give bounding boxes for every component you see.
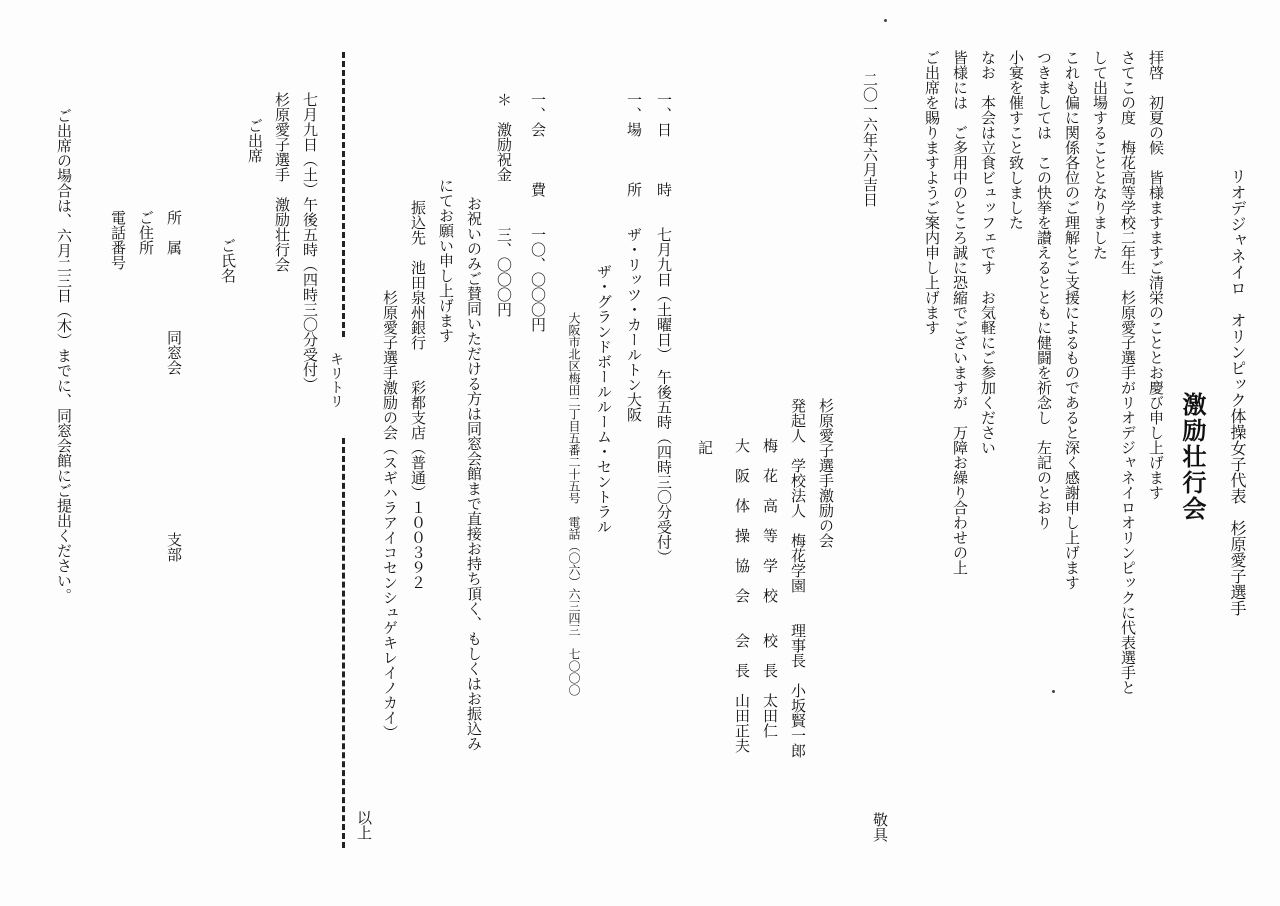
cut-label: キリトリ xyxy=(328,352,344,408)
detail-bank: 振込先 池田泉州銀行 彩都支店（普通）１００３９２ xyxy=(409,200,427,590)
organizer-line: 発起人 学校法人 梅花学園 理事長 小坂賢一郎 xyxy=(789,398,807,758)
keigu: 敬具 xyxy=(871,812,889,842)
body-line: ご出席を賜りますようご案内申し上げます xyxy=(923,50,941,335)
reply-event-date: 七月九日（土）午後五時（四時三〇分受付） xyxy=(301,92,319,392)
detail-place: 一、場 所 ザ・リッツ・カールトン大阪 xyxy=(625,92,643,422)
detail-gift: ＊ 激励祝金 三、〇〇〇円 xyxy=(495,92,513,317)
reply-name-label: ご氏名 xyxy=(219,238,237,283)
reply-deadline-note: ご出席の場合は、六月二三日（木）までに、同窓会館にご提出ください。 xyxy=(55,108,73,603)
reply-phone-label: 電話番号 xyxy=(109,210,127,270)
body-line: して出場することとなりました xyxy=(1091,50,1109,260)
cut-line-top xyxy=(342,52,345,337)
body-line: なお 本会は立食ビュッフェです お気軽にご参加ください xyxy=(979,50,997,455)
organizer-line: 梅 花 高 等 学 校 校 長 太田仁 xyxy=(761,438,779,738)
reply-event-name: 杉原愛子選手 激励壮行会 xyxy=(273,92,291,272)
date: 二〇一六年六月吉日 xyxy=(861,72,879,207)
reply-branch-label: 支部 xyxy=(165,532,183,562)
reply-affiliation-label: 所 属 xyxy=(165,210,183,255)
title: 激励壮行会 xyxy=(1178,392,1207,522)
detail-account: 杉原愛子選手激励の会（スギハラアイコセンシュゲキレイノカイ） xyxy=(381,290,399,740)
detail-date: 一、日 時 七月九日（土曜日） 午後五時（四時三〇分受付） xyxy=(655,92,673,565)
organizer-line: 杉原愛子選手激励の会 xyxy=(817,398,835,548)
body-line: さてこの度 梅花高等学校二年生 杉原愛子選手がリオデジャネイロオリンピックに代表選手と xyxy=(1119,50,1137,695)
detail-address: 大阪市北区梅田二丁目五番二十五号 電話（〇六）六三四三 七〇〇〇 xyxy=(567,312,581,696)
reply-affiliation-value: 同窓会 xyxy=(165,330,183,375)
ki: 記 xyxy=(696,440,714,455)
detail-fee: 一、会 費 一〇、〇〇〇円 xyxy=(529,92,547,332)
scan-speck xyxy=(1052,690,1055,693)
detail-room: ザ・グランドボールルーム・セントラル xyxy=(595,264,613,534)
body-line: 小宴を催すこと致しました xyxy=(1007,50,1025,230)
detail-gift-note: にてお願い申し上げます xyxy=(437,178,455,343)
cut-line-bottom xyxy=(342,438,345,848)
body-line: 拝啓 初夏の候 皆様ますますご清栄のこととお慶び申し上げます xyxy=(1147,50,1165,500)
reply-attend: ご出席 xyxy=(246,118,264,163)
body-line: つきましては この快挙を讃えるとともに健闘を祈念し 左記のとおり xyxy=(1035,50,1053,530)
header-line: リオデジャネイロ オリンピック体操女子代表 杉原愛子選手 xyxy=(1228,168,1247,616)
body-line: 皆様には ご多用中のところ誠に恐縮でございますが 万障お繰り合わせの上 xyxy=(951,50,969,575)
detail-gift-note: お祝いのみご賛同いただける方は同窓会館まで直接お持ち頂く、もしくはお振込み xyxy=(465,196,483,751)
body-line: これも偏に関係各位のご理解とご支援によるものであると深く感謝申し上げます xyxy=(1063,50,1081,590)
scan-speck xyxy=(884,19,887,22)
reply-address-label: ご住所 xyxy=(137,210,155,255)
organizer-line: 大 阪 体 操 協 会 会 長 山田正夫 xyxy=(733,438,751,753)
ijou: 以上 xyxy=(355,810,373,840)
